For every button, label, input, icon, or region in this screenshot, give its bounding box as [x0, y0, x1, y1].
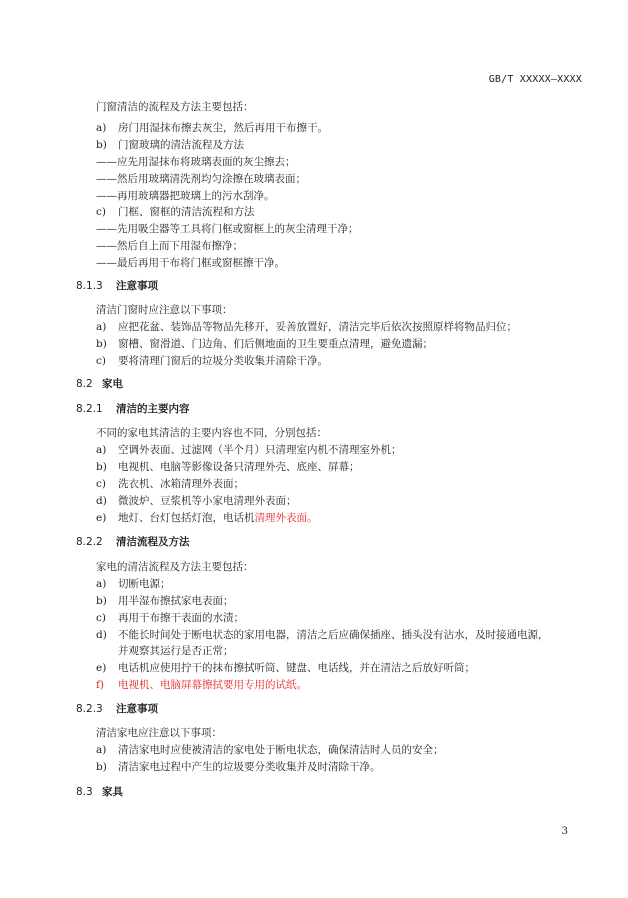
- list-item: [96, 443, 402, 457]
- list-text: 要将清理门窗后的垃圾分类收集并清除干净。: [118, 355, 328, 367]
- list-item: [96, 611, 244, 625]
- list-label: c): [96, 206, 106, 218]
- list-label: a): [96, 578, 107, 590]
- section-title: 家具: [102, 786, 123, 798]
- list-text: 再用干布擦干表面的水渍；: [118, 612, 244, 624]
- list-label: f): [96, 679, 104, 691]
- list-label: a): [96, 744, 107, 756]
- list-label: a): [96, 321, 107, 333]
- list-label: c): [96, 355, 106, 367]
- section-title: 注意事项: [116, 280, 158, 292]
- list-text: 地灯、台灯包括灯泡，电话机: [118, 512, 255, 524]
- list-label: b): [96, 461, 107, 473]
- paragraph-intro: 清洁门窗时应注意以下事项：: [96, 304, 233, 316]
- section-heading: [76, 785, 123, 799]
- list-label: b): [96, 761, 107, 773]
- paragraph-intro: 门窗清洁的流程及方法主要包括：: [96, 101, 254, 113]
- section-heading: [76, 702, 158, 716]
- section-number: 8.2.3: [76, 703, 103, 715]
- list-item: [96, 460, 360, 474]
- list-text: 空调外表面、过滤网（半个月）只清理室内机不清理室外机；: [118, 444, 402, 456]
- list-text: 门框、窗框的清洁流程和方法: [118, 206, 255, 218]
- section-number: 8.2: [76, 378, 93, 390]
- section-title: 清洁流程及方法: [116, 536, 190, 548]
- list-item: [96, 494, 297, 508]
- list-item: [96, 121, 328, 135]
- highlighted-text: 清理外表面。: [254, 512, 318, 524]
- list-item: [96, 760, 381, 774]
- list-item: [96, 661, 475, 675]
- paragraph-intro: 家电的清洁流程及方法主要包括：: [96, 561, 254, 573]
- dash-item: ——再用玻璃器把玻璃上的污水刮净。: [96, 190, 275, 202]
- list-label: b): [96, 139, 107, 151]
- section-title: 清洁的主要内容: [116, 403, 190, 415]
- list-item: [96, 337, 433, 351]
- list-label: e): [96, 512, 107, 524]
- list-label: d): [96, 629, 107, 641]
- list-continuation: 并观察其运行是否正常；: [118, 645, 234, 657]
- section-heading: [76, 402, 190, 416]
- section-title: 家电: [102, 378, 123, 390]
- list-item: [96, 628, 549, 642]
- list-label: c): [96, 612, 106, 624]
- section-number: 8.2.1: [76, 403, 103, 415]
- section-heading: [76, 279, 158, 293]
- list-label: b): [96, 338, 107, 350]
- list-text: 清洁家电时应使被清洁的家电处于断电状态，确保清洁时人员的安全；: [118, 744, 444, 756]
- list-label: b): [96, 595, 107, 607]
- list-item-highlighted: [96, 678, 307, 692]
- list-label: d): [96, 495, 107, 507]
- list-text: 清洁家电过程中产生的垃圾要分类收集并及时清除干净。: [118, 761, 381, 773]
- dash-item: ——应先用湿抹布将玻璃表面的灰尘擦去；: [96, 156, 296, 168]
- list-text: 洗衣机、冰箱清理外表面；: [118, 478, 244, 490]
- list-label: e): [96, 662, 107, 674]
- section-number: 8.2.2: [76, 536, 103, 548]
- section-number: 8.3: [76, 786, 93, 798]
- section-number: 8.1.3: [76, 280, 103, 292]
- list-text: 微波炉、豆浆机等小家电清理外表面；: [118, 495, 297, 507]
- list-item: [96, 577, 171, 591]
- list-item: [96, 354, 328, 368]
- paragraph-intro: 不同的家电其清洁的主要内容也不同，分别包括：: [96, 427, 327, 439]
- list-text: 不能长时间处于断电状态的家用电器，清洁之后应确保插座、插头没有沾水，及时接通电源，: [118, 629, 549, 641]
- list-text: 应把花盆、装饰品等物品先移开，妥善放置好，清洁完毕后依次按照原样将物品归位；: [118, 321, 517, 333]
- list-item: [96, 320, 517, 334]
- list-text: 电视机、电脑等影像设备只清理外壳、底座、屏幕；: [118, 461, 360, 473]
- list-item: [96, 138, 244, 152]
- list-text: 电视机、电脑屏幕擦拭要用专用的试纸。: [118, 679, 307, 691]
- list-label: c): [96, 478, 106, 490]
- dash-item: ——然后用玻璃清洗剂均匀涂擦在玻璃表面；: [96, 173, 306, 185]
- list-label: a): [96, 444, 107, 456]
- paragraph-intro: 清洁家电应注意以下事项：: [96, 727, 222, 739]
- list-text: 切断电源；: [118, 578, 171, 590]
- list-item: [96, 743, 444, 757]
- list-text: 电话机应使用拧干的抹布擦拭听筒、键盘、电话线，并在清洁之后放好听筒；: [118, 662, 475, 674]
- section-heading: [76, 535, 190, 549]
- list-item: [96, 594, 234, 608]
- dash-item: ——先用吸尘器等工具将门框或窗框上的灰尘清理干净；: [96, 223, 359, 235]
- list-text: 房门用湿抹布擦去灰尘，然后再用干布擦干。: [118, 122, 328, 134]
- list-label: a): [96, 122, 107, 134]
- list-text: 用半湿布擦拭家电表面；: [118, 595, 234, 607]
- page-number: 3: [561, 826, 568, 837]
- section-title: 注意事项: [116, 703, 158, 715]
- document-code: GB/T XXXXX—XXXX: [488, 74, 582, 85]
- list-item: [96, 477, 244, 491]
- dash-item: ——最后再用干布将门框或窗框擦干净。: [96, 257, 285, 269]
- list-text: 门窗玻璃的清洁流程及方法: [118, 139, 244, 151]
- list-text: 窗槽、窗滑道、门边角、们后侧地面的卫生要重点清理，避免遗漏；: [118, 338, 433, 350]
- list-item: [96, 205, 255, 219]
- section-heading: [76, 377, 123, 391]
- dash-item: ——然后自上而下用湿布擦净；: [96, 240, 243, 252]
- list-item: [96, 511, 318, 525]
